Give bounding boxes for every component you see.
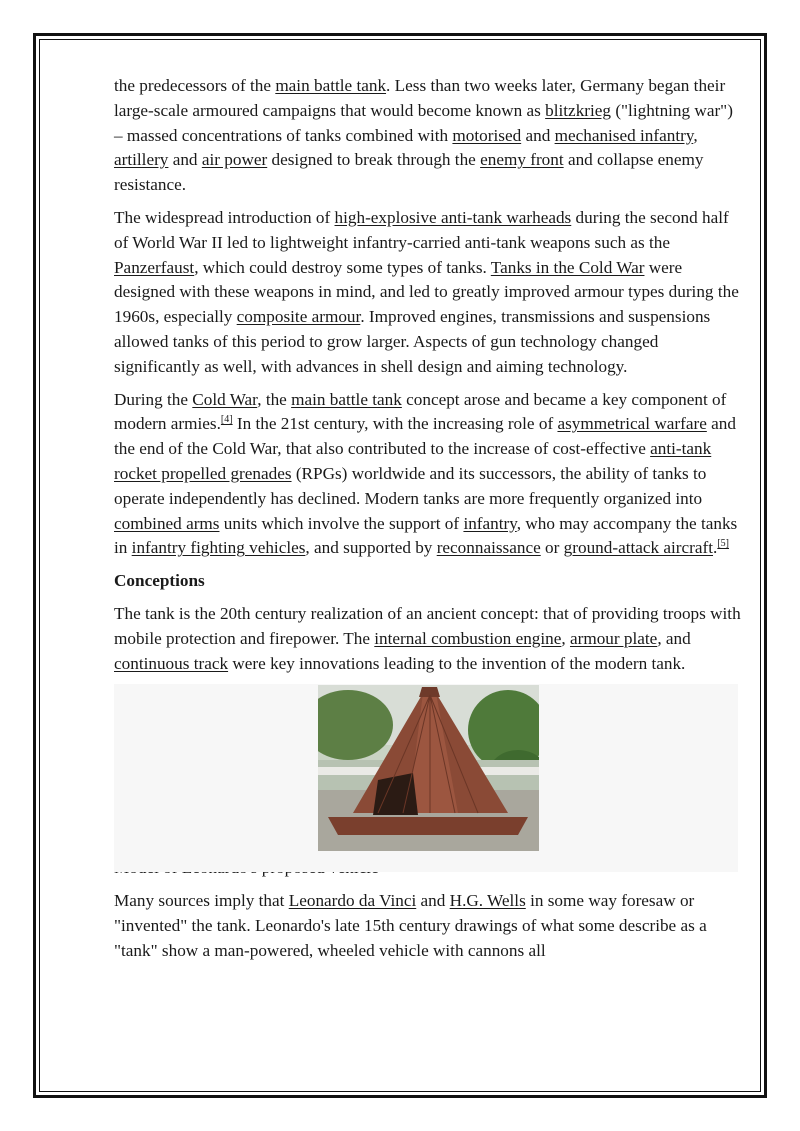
link-mechanised-infantry[interactable]: mechanised infantry: [554, 125, 694, 145]
text-run: were designed with these weapons in mind, and led to greatly improved armour types during the 1960s, especially: [114, 257, 739, 327]
text-run: In the 21st century, with the increasing role of: [232, 414, 558, 434]
paragraph-cold-war: [114, 388, 744, 562]
text-run: ,: [561, 628, 570, 648]
link-air-power[interactable]: air power: [201, 150, 268, 170]
text-run: units which involve the support of: [219, 513, 464, 533]
text-run: .: [713, 538, 718, 558]
link-artillery[interactable]: artillery: [114, 150, 169, 170]
figure-leonardo-tank: [114, 684, 738, 872]
text-run: . Less than two weeks later, Germany began their large-scale armoured campaigns that would become known as: [114, 76, 726, 120]
link-asymmetrical-warfare[interactable]: asymmetrical warfare: [557, 414, 707, 434]
text-run: , and supported by: [305, 538, 437, 558]
link-heat-warheads[interactable]: high-explosive anti-tank warheads: [334, 207, 572, 227]
link-internal-combustion-engine[interactable]: internal combustion engine: [374, 628, 562, 648]
text-run: or: [540, 538, 564, 558]
text-run: were key innovations leading to the invention of the modern tank.: [228, 653, 686, 673]
link-motorised[interactable]: motorised: [452, 125, 522, 145]
link-composite-armour[interactable]: composite armour: [236, 307, 361, 327]
paragraph-leonardo: [114, 889, 744, 963]
text-run: the predecessors of the: [114, 76, 276, 95]
text-run: ("lightning war") – massed concentrations of tanks combined with: [114, 100, 733, 145]
text-run: and collapse enemy resistance.: [114, 150, 704, 195]
text-run: , the: [257, 389, 292, 409]
link-hg-wells[interactable]: H.G. Wells: [449, 891, 526, 911]
text-run: in some way foresaw or "invented" the tank. Leonardo's late 15th century drawings of what some describe as a "tank" show a man-powered, wheeled vehicle with cannons all: [114, 891, 707, 960]
text-run: and the end of the Cold War, that also contributed to the increase of cost-effective: [114, 414, 736, 459]
text-run: concept arose and became a key component of modern armies.: [114, 389, 727, 434]
citation-4[interactable]: [4]: [220, 414, 233, 426]
link-cold-war[interactable]: Cold War: [192, 389, 258, 409]
text-run: , which could destroy some types of tanks.: [194, 257, 491, 277]
link-main-battle-tank-2[interactable]: main battle tank: [291, 389, 402, 409]
text-run: The tank is the 20th century realization of an ancient concept: that of providing troops with mobile protection and firepower. The: [114, 603, 741, 648]
link-ground-attack-aircraft[interactable]: ground-attack aircraft: [563, 538, 714, 558]
text-run: ,: [693, 125, 698, 145]
link-continuous-track[interactable]: continuous track: [114, 653, 229, 673]
text-run: , and: [657, 628, 691, 648]
link-enemy-front[interactable]: enemy front: [480, 150, 564, 170]
link-panzerfaust[interactable]: Panzerfaust: [114, 257, 195, 277]
link-blitzkrieg[interactable]: blitzkrieg: [545, 100, 612, 120]
text-run: During the: [114, 389, 193, 409]
link-combined-arms[interactable]: combined arms: [114, 513, 220, 533]
text-run: and: [416, 891, 450, 911]
text-run: designed to break through the: [267, 150, 481, 170]
link-rpg[interactable]: anti-tank rocket propelled grenades: [114, 439, 712, 483]
link-leonardo-da-vinci[interactable]: Leonardo da Vinci: [288, 891, 417, 911]
citation-5[interactable]: [5]: [717, 538, 729, 550]
text-run: Many sources imply that: [114, 891, 289, 911]
link-armour-plate[interactable]: armour plate: [569, 628, 658, 648]
link-main-battle-tank[interactable]: main battle tank: [275, 76, 387, 95]
text-run: . Improved engines, transmissions and suspensions allowed tanks of this period to grow larger. Aspects of gun technology changed significantly as well, with advances in shell design and aiming technology.: [114, 307, 711, 376]
text-run: (RPGs) worldwide and its successors, the ability of tanks to operate independently has declined. Modern tanks are more frequently organized into: [114, 463, 707, 508]
paragraph-anti-tank: [114, 206, 744, 380]
link-tanks-in-the-cold-war[interactable]: Tanks in the Cold War: [490, 257, 645, 277]
paragraph-blitzkrieg: [114, 74, 744, 198]
text-run: during the second half of World War II led to lightweight infantry-carried anti-tank weapons such as the: [114, 207, 729, 252]
link-infantry-fighting-vehicles[interactable]: infantry fighting vehicles: [131, 538, 306, 558]
text-run: and: [521, 125, 555, 145]
text-run: and: [168, 150, 202, 170]
text-run: The widespread introduction of: [114, 207, 335, 227]
paragraph-conceptions: [114, 602, 744, 676]
link-infantry[interactable]: infantry: [463, 513, 517, 533]
text-run: , who may accompany the tanks in: [114, 513, 738, 558]
document-body: [114, 74, 744, 972]
leonardo-tank-photo: [318, 685, 539, 851]
link-reconnaissance[interactable]: reconnaissance: [436, 538, 541, 558]
section-heading-conceptions: Conceptions: [114, 571, 205, 591]
